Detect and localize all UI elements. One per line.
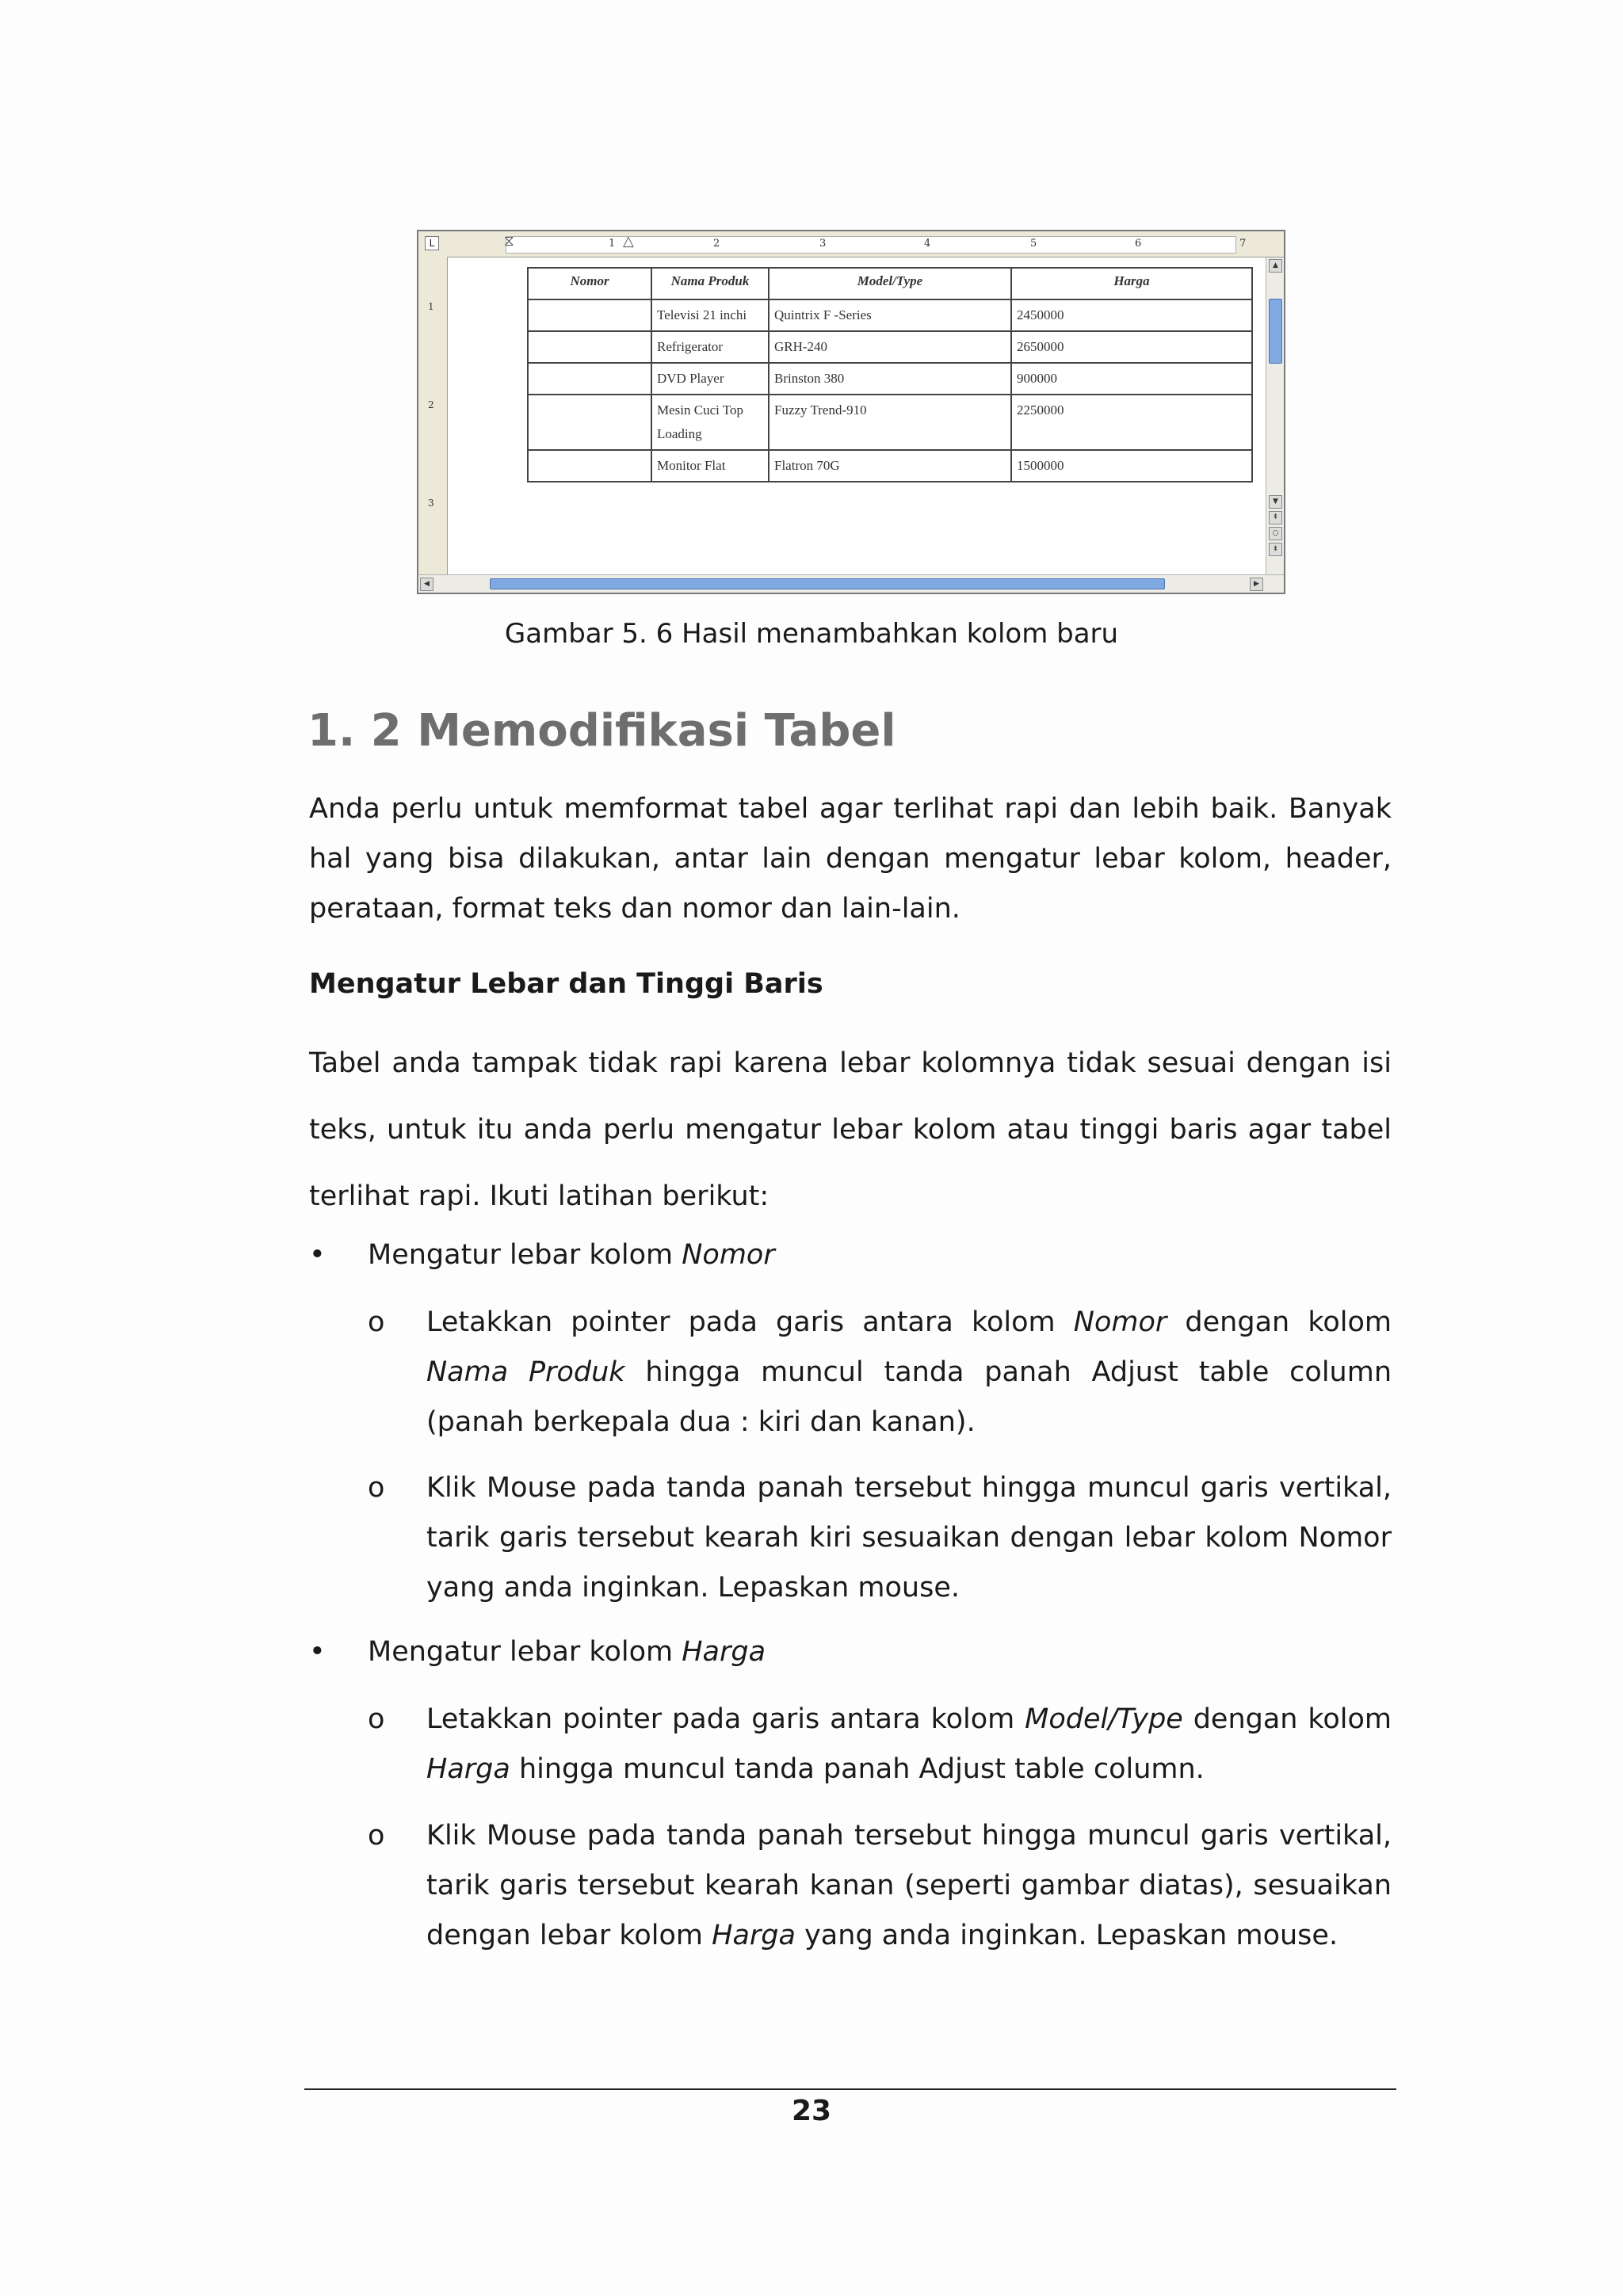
next-page-icon[interactable]: ⇟ (1269, 543, 1282, 556)
bullet-icon: • (309, 1239, 326, 1271)
ruler-number: 6 (1135, 238, 1142, 250)
previous-page-icon[interactable]: ⇞ (1269, 511, 1282, 524)
scroll-right-icon[interactable]: ▶ (1250, 578, 1263, 591)
ruler-number: 1 (428, 301, 434, 312)
ruler-number: 5 (1030, 238, 1037, 250)
column-header-nama-produk[interactable]: Nama Produk (651, 268, 769, 299)
document-canvas[interactable] (448, 257, 1266, 575)
scroll-down-icon[interactable]: ▼ (1269, 495, 1282, 509)
scroll-up-icon[interactable]: ▲ (1269, 259, 1282, 273)
body-paragraph: Tabel anda tampak tidak rapi karena lebar kolomnya tidak sesuai dengan isi teks, untuk itu anda perlu mengatur lebar kolom atau tinggi baris agar tabel terlihat rapi. Ikuti latihan berikut: (309, 1047, 1392, 1212)
indent-marker-icon[interactable]: ⧖ (504, 233, 514, 250)
bullet-text: Mengatur lebar kolom Harga (368, 1636, 766, 1668)
table-cell[interactable]: Mesin Cuci Top Loading (651, 395, 769, 450)
table-cell[interactable]: Refrigerator (651, 331, 769, 363)
ruler-number: 2 (428, 399, 434, 410)
table-cell[interactable]: Monitor Flat (651, 450, 769, 482)
scrollbar-thumb[interactable] (1269, 299, 1282, 364)
table-cell[interactable]: Flatron 70G (769, 450, 1011, 482)
table-cell[interactable] (528, 395, 651, 450)
sub-bullet-icon: o (368, 1703, 385, 1735)
table-cell[interactable]: 900000 (1011, 363, 1252, 395)
table-cell[interactable] (528, 299, 651, 331)
ruler-number: 4 (924, 238, 931, 250)
sub-bullet-text: Klik Mouse pada tanda panah tersebut hingga muncul garis vertikal, tarik garis tersebut kearah kiri sesuaikan dengan lebar kolom Nomor yang anda inginkan. Lepaskan mouse. (426, 1472, 1392, 1604)
footer-divider (304, 2088, 1396, 2090)
figure-screenshot (417, 230, 1285, 594)
page-number: 23 (791, 2095, 832, 2127)
sub-bullet-text: Letakkan pointer pada garis antara kolom Nomor dengan kolom Nama Produk hingga muncul tanda panah Adjust table column (panah berkepala dua : kiri dan kanan). (426, 1306, 1392, 1438)
table-row (528, 395, 1252, 450)
column-marker-icon[interactable]: △ (623, 233, 634, 250)
table-cell[interactable] (528, 450, 651, 482)
table-row (528, 450, 1252, 482)
ruler-number: 3 (428, 498, 434, 509)
figure-caption: Gambar 5. 6 Hasil menambahkan kolom baru (504, 618, 1119, 650)
horizontal-ruler (418, 231, 1284, 257)
ruler-number: 1 (609, 238, 616, 250)
bullet-icon: • (309, 1636, 326, 1668)
bullet-text: Mengatur lebar kolom Nomor (368, 1239, 775, 1271)
column-header-harga[interactable]: Harga (1011, 268, 1252, 299)
vertical-ruler (418, 257, 448, 575)
sub-bullet-icon: o (368, 1472, 385, 1504)
table-header-row (528, 268, 1252, 299)
table-row (528, 299, 1252, 331)
ruler-number: 3 (819, 238, 827, 250)
subheading: Mengatur Lebar dan Tinggi Baris (309, 968, 823, 1000)
table-cell[interactable]: Fuzzy Trend-910 (769, 395, 1011, 450)
scrollbar-thumb[interactable] (490, 578, 1165, 589)
sub-bullet-icon: o (368, 1820, 385, 1852)
table-cell[interactable]: GRH-240 (769, 331, 1011, 363)
table-cell[interactable]: Televisi 21 inchi (651, 299, 769, 331)
table-cell[interactable] (528, 363, 651, 395)
table-cell[interactable]: Brinston 380 (769, 363, 1011, 395)
table-cell[interactable]: DVD Player (651, 363, 769, 395)
sub-bullet-text: Letakkan pointer pada garis antara kolom Model/Type dengan kolom Harga hingga muncul tanda panah Adjust table column. (426, 1703, 1392, 1785)
table-cell[interactable]: 1500000 (1011, 450, 1252, 482)
ruler-number: 2 (713, 238, 720, 250)
scroll-left-icon[interactable]: ◀ (420, 578, 433, 591)
tab-selector-icon[interactable]: L (425, 236, 439, 250)
table-row (528, 331, 1252, 363)
intro-paragraph: Anda perlu untuk memformat tabel agar terlihat rapi dan lebih baik. Banyak hal yang bisa dilakukan, antar lain dengan mengatur lebar kolom, header, perataan, format teks dan nomor dan lain-lain. (309, 793, 1392, 925)
select-browse-object-icon[interactable]: ○ (1269, 527, 1282, 540)
vertical-scrollbar[interactable] (1266, 257, 1284, 575)
table-row (528, 363, 1252, 395)
column-header-nomor[interactable]: Nomor (528, 268, 651, 299)
column-header-model-type[interactable]: Model/Type (769, 268, 1011, 299)
sub-bullet-icon: o (368, 1306, 385, 1338)
section-heading: 1. 2 Memodifikasi Tabel (307, 705, 896, 757)
table-cell[interactable]: Quintrix F -Series (769, 299, 1011, 331)
table-cell[interactable] (528, 331, 651, 363)
sub-bullet-text: Klik Mouse pada tanda panah tersebut hingga muncul garis vertikal, tarik garis tersebut kearah kanan (seperti gambar diatas), sesuaikan dengan lebar kolom Harga yang anda inginkan. Lepaskan mouse. (426, 1820, 1392, 1951)
table-cell[interactable]: 2650000 (1011, 331, 1252, 363)
table-cell[interactable]: 2450000 (1011, 299, 1252, 331)
ruler-number: 7 (1239, 238, 1247, 250)
horizontal-scrollbar[interactable] (418, 574, 1284, 593)
product-table (527, 267, 1253, 482)
table-cell[interactable]: 2250000 (1011, 395, 1252, 450)
